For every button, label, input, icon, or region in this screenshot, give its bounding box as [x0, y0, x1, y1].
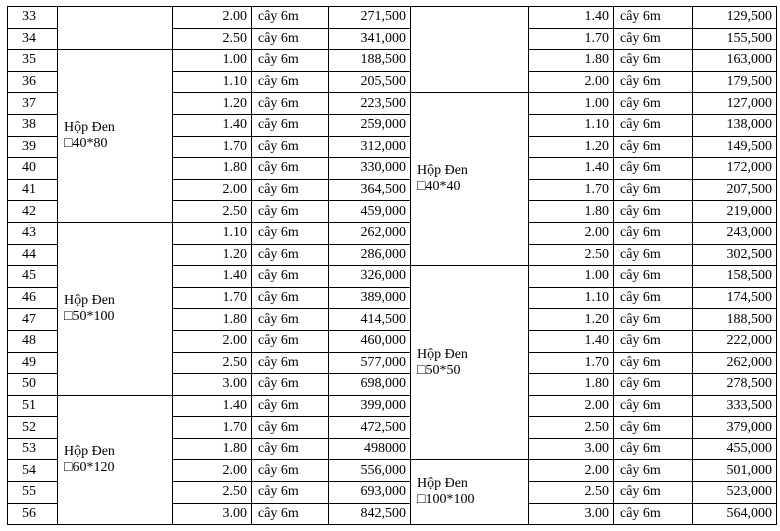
left-thickness: 1.20 [173, 93, 252, 115]
left-price: 556,000 [329, 460, 411, 482]
row-number: 40 [8, 158, 58, 180]
group-size: □60*120 [64, 459, 115, 475]
left-unit: cây 6m [252, 352, 329, 374]
table-row [8, 7, 777, 29]
left-group-label [58, 50, 173, 223]
left-price: 326,000 [329, 266, 411, 288]
row-number: 36 [8, 71, 58, 93]
row-number: 35 [8, 50, 58, 72]
left-thickness: 1.80 [173, 309, 252, 331]
left-price: 205,500 [329, 71, 411, 93]
left-unit: cây 6m [252, 114, 329, 136]
left-price: 188,500 [329, 50, 411, 72]
right-thickness: 3.00 [529, 503, 614, 525]
right-thickness: 1.00 [529, 93, 614, 115]
right-thickness: 1.80 [529, 374, 614, 396]
left-price: 259,000 [329, 114, 411, 136]
price-table-body [8, 7, 777, 525]
left-unit: cây 6m [252, 158, 329, 180]
right-unit: cây 6m [614, 374, 693, 396]
right-unit: cây 6m [614, 352, 693, 374]
left-price: 286,000 [329, 244, 411, 266]
row-number: 56 [8, 503, 58, 525]
right-thickness: 1.70 [529, 352, 614, 374]
right-thickness: 1.10 [529, 114, 614, 136]
left-unit: cây 6m [252, 179, 329, 201]
left-thickness: 2.50 [173, 482, 252, 504]
right-price: 333,500 [693, 395, 777, 417]
right-unit: cây 6m [614, 438, 693, 460]
right-thickness: 1.20 [529, 309, 614, 331]
right-thickness: 2.50 [529, 244, 614, 266]
right-price: 188,500 [693, 309, 777, 331]
left-unit: cây 6m [252, 93, 329, 115]
group-size: □50*100 [64, 308, 115, 324]
right-price: 129,500 [693, 7, 777, 29]
row-number: 45 [8, 266, 58, 288]
left-unit: cây 6m [252, 7, 329, 29]
left-unit: cây 6m [252, 222, 329, 244]
left-unit: cây 6m [252, 28, 329, 50]
right-thickness: 1.80 [529, 50, 614, 72]
row-number: 34 [8, 28, 58, 50]
right-price: 149,500 [693, 136, 777, 158]
left-thickness: 1.70 [173, 417, 252, 439]
left-group-label [58, 222, 173, 395]
row-number: 37 [8, 93, 58, 115]
right-unit: cây 6m [614, 266, 693, 288]
left-price: 262,000 [329, 222, 411, 244]
row-number: 55 [8, 482, 58, 504]
left-price: 472,500 [329, 417, 411, 439]
right-price: 564,000 [693, 503, 777, 525]
group-size: □100*100 [417, 492, 475, 508]
left-thickness: 1.80 [173, 438, 252, 460]
table-row [8, 222, 777, 244]
left-price: 842,500 [329, 503, 411, 525]
right-group-label [411, 7, 529, 93]
row-number: 49 [8, 352, 58, 374]
left-thickness: 2.00 [173, 179, 252, 201]
right-thickness: 2.00 [529, 395, 614, 417]
row-number: 44 [8, 244, 58, 266]
left-price: 330,000 [329, 158, 411, 180]
right-price: 455,000 [693, 438, 777, 460]
right-thickness: 1.40 [529, 330, 614, 352]
right-thickness: 2.00 [529, 71, 614, 93]
left-unit: cây 6m [252, 50, 329, 72]
right-unit: cây 6m [614, 201, 693, 223]
right-price: 302,500 [693, 244, 777, 266]
left-price: 312,000 [329, 136, 411, 158]
table-row [8, 395, 777, 417]
right-thickness: 1.40 [529, 7, 614, 29]
right-unit: cây 6m [614, 503, 693, 525]
right-unit: cây 6m [614, 244, 693, 266]
left-price: 364,500 [329, 179, 411, 201]
left-unit: cây 6m [252, 136, 329, 158]
left-unit: cây 6m [252, 330, 329, 352]
left-unit: cây 6m [252, 460, 329, 482]
left-unit: cây 6m [252, 244, 329, 266]
group-size: □40*80 [64, 136, 108, 152]
left-unit: cây 6m [252, 309, 329, 331]
right-unit: cây 6m [614, 330, 693, 352]
row-number: 41 [8, 179, 58, 201]
right-thickness: 1.40 [529, 158, 614, 180]
left-price: 399,000 [329, 395, 411, 417]
left-group-label [58, 7, 173, 50]
right-price: 523,000 [693, 482, 777, 504]
table-row [8, 50, 777, 72]
left-unit: cây 6m [252, 71, 329, 93]
right-thickness: 3.00 [529, 438, 614, 460]
row-number: 52 [8, 417, 58, 439]
right-price: 158,500 [693, 266, 777, 288]
left-thickness: 2.00 [173, 7, 252, 29]
right-group-label [411, 460, 529, 525]
row-number: 38 [8, 114, 58, 136]
right-thickness: 1.70 [529, 28, 614, 50]
left-thickness: 2.00 [173, 460, 252, 482]
row-number: 46 [8, 287, 58, 309]
left-thickness: 2.50 [173, 201, 252, 223]
right-price: 501,000 [693, 460, 777, 482]
group-name: Hộp Đen [417, 476, 468, 492]
right-price: 163,000 [693, 50, 777, 72]
left-price: 341,000 [329, 28, 411, 50]
right-unit: cây 6m [614, 28, 693, 50]
row-number: 50 [8, 374, 58, 396]
right-price: 179,500 [693, 71, 777, 93]
left-thickness: 2.50 [173, 28, 252, 50]
right-price: 138,000 [693, 114, 777, 136]
right-price: 243,000 [693, 222, 777, 244]
group-name: Hộp Đen [64, 443, 115, 459]
row-number: 33 [8, 7, 58, 29]
group-name: Hộp Đen [64, 120, 115, 136]
left-unit: cây 6m [252, 417, 329, 439]
right-unit: cây 6m [614, 114, 693, 136]
group-name: Hộp Đen [64, 292, 115, 308]
right-thickness: 1.10 [529, 287, 614, 309]
right-price: 262,000 [693, 352, 777, 374]
right-price: 278,500 [693, 374, 777, 396]
row-number: 48 [8, 330, 58, 352]
left-price: 389,000 [329, 287, 411, 309]
right-thickness: 2.00 [529, 222, 614, 244]
right-group-label [411, 93, 529, 266]
price-table [7, 6, 777, 525]
left-price: 693,000 [329, 482, 411, 504]
right-thickness: 2.00 [529, 460, 614, 482]
right-unit: cây 6m [614, 136, 693, 158]
left-thickness: 1.80 [173, 158, 252, 180]
right-unit: cây 6m [614, 158, 693, 180]
row-number: 39 [8, 136, 58, 158]
left-price: 271,500 [329, 7, 411, 29]
right-thickness: 1.00 [529, 266, 614, 288]
row-number: 43 [8, 222, 58, 244]
left-thickness: 1.20 [173, 244, 252, 266]
row-number: 51 [8, 395, 58, 417]
left-thickness: 1.00 [173, 50, 252, 72]
left-unit: cây 6m [252, 287, 329, 309]
right-unit: cây 6m [614, 309, 693, 331]
right-thickness: 1.20 [529, 136, 614, 158]
left-thickness: 1.40 [173, 114, 252, 136]
right-unit: cây 6m [614, 71, 693, 93]
left-thickness: 1.40 [173, 395, 252, 417]
left-thickness: 1.10 [173, 71, 252, 93]
left-unit: cây 6m [252, 503, 329, 525]
left-unit: cây 6m [252, 201, 329, 223]
left-thickness: 1.70 [173, 136, 252, 158]
right-unit: cây 6m [614, 395, 693, 417]
left-unit: cây 6m [252, 374, 329, 396]
left-thickness: 2.00 [173, 330, 252, 352]
right-unit: cây 6m [614, 93, 693, 115]
right-unit: cây 6m [614, 7, 693, 29]
row-number: 47 [8, 309, 58, 331]
left-price: 414,500 [329, 309, 411, 331]
left-price: 577,000 [329, 352, 411, 374]
row-number: 42 [8, 201, 58, 223]
left-price: 698,000 [329, 374, 411, 396]
left-group-label [58, 395, 173, 525]
left-thickness: 2.50 [173, 352, 252, 374]
right-price: 207,500 [693, 179, 777, 201]
left-unit: cây 6m [252, 395, 329, 417]
right-group-label [411, 266, 529, 460]
left-price: 459,000 [329, 201, 411, 223]
right-unit: cây 6m [614, 50, 693, 72]
right-price: 155,500 [693, 28, 777, 50]
left-unit: cây 6m [252, 266, 329, 288]
right-thickness: 1.80 [529, 201, 614, 223]
right-price: 174,500 [693, 287, 777, 309]
right-unit: cây 6m [614, 287, 693, 309]
group-size: □50*50 [417, 362, 461, 378]
group-name: Hộp Đen [417, 346, 468, 362]
right-thickness: 2.50 [529, 482, 614, 504]
row-number: 54 [8, 460, 58, 482]
right-unit: cây 6m [614, 179, 693, 201]
right-thickness: 2.50 [529, 417, 614, 439]
right-unit: cây 6m [614, 417, 693, 439]
right-price: 379,000 [693, 417, 777, 439]
right-price: 219,000 [693, 201, 777, 223]
left-thickness: 3.00 [173, 503, 252, 525]
right-price: 127,000 [693, 93, 777, 115]
left-thickness: 1.40 [173, 266, 252, 288]
left-thickness: 1.70 [173, 287, 252, 309]
left-price: 498000 [329, 438, 411, 460]
right-thickness: 1.70 [529, 179, 614, 201]
right-price: 172,000 [693, 158, 777, 180]
left-price: 460,000 [329, 330, 411, 352]
left-unit: cây 6m [252, 438, 329, 460]
group-size: □40*40 [417, 179, 461, 195]
group-name: Hộp Đen [417, 163, 468, 179]
right-unit: cây 6m [614, 460, 693, 482]
left-price: 223,500 [329, 93, 411, 115]
left-thickness: 1.10 [173, 222, 252, 244]
left-unit: cây 6m [252, 482, 329, 504]
left-thickness: 3.00 [173, 374, 252, 396]
row-number: 53 [8, 438, 58, 460]
right-price: 222,000 [693, 330, 777, 352]
right-unit: cây 6m [614, 222, 693, 244]
right-unit: cây 6m [614, 482, 693, 504]
